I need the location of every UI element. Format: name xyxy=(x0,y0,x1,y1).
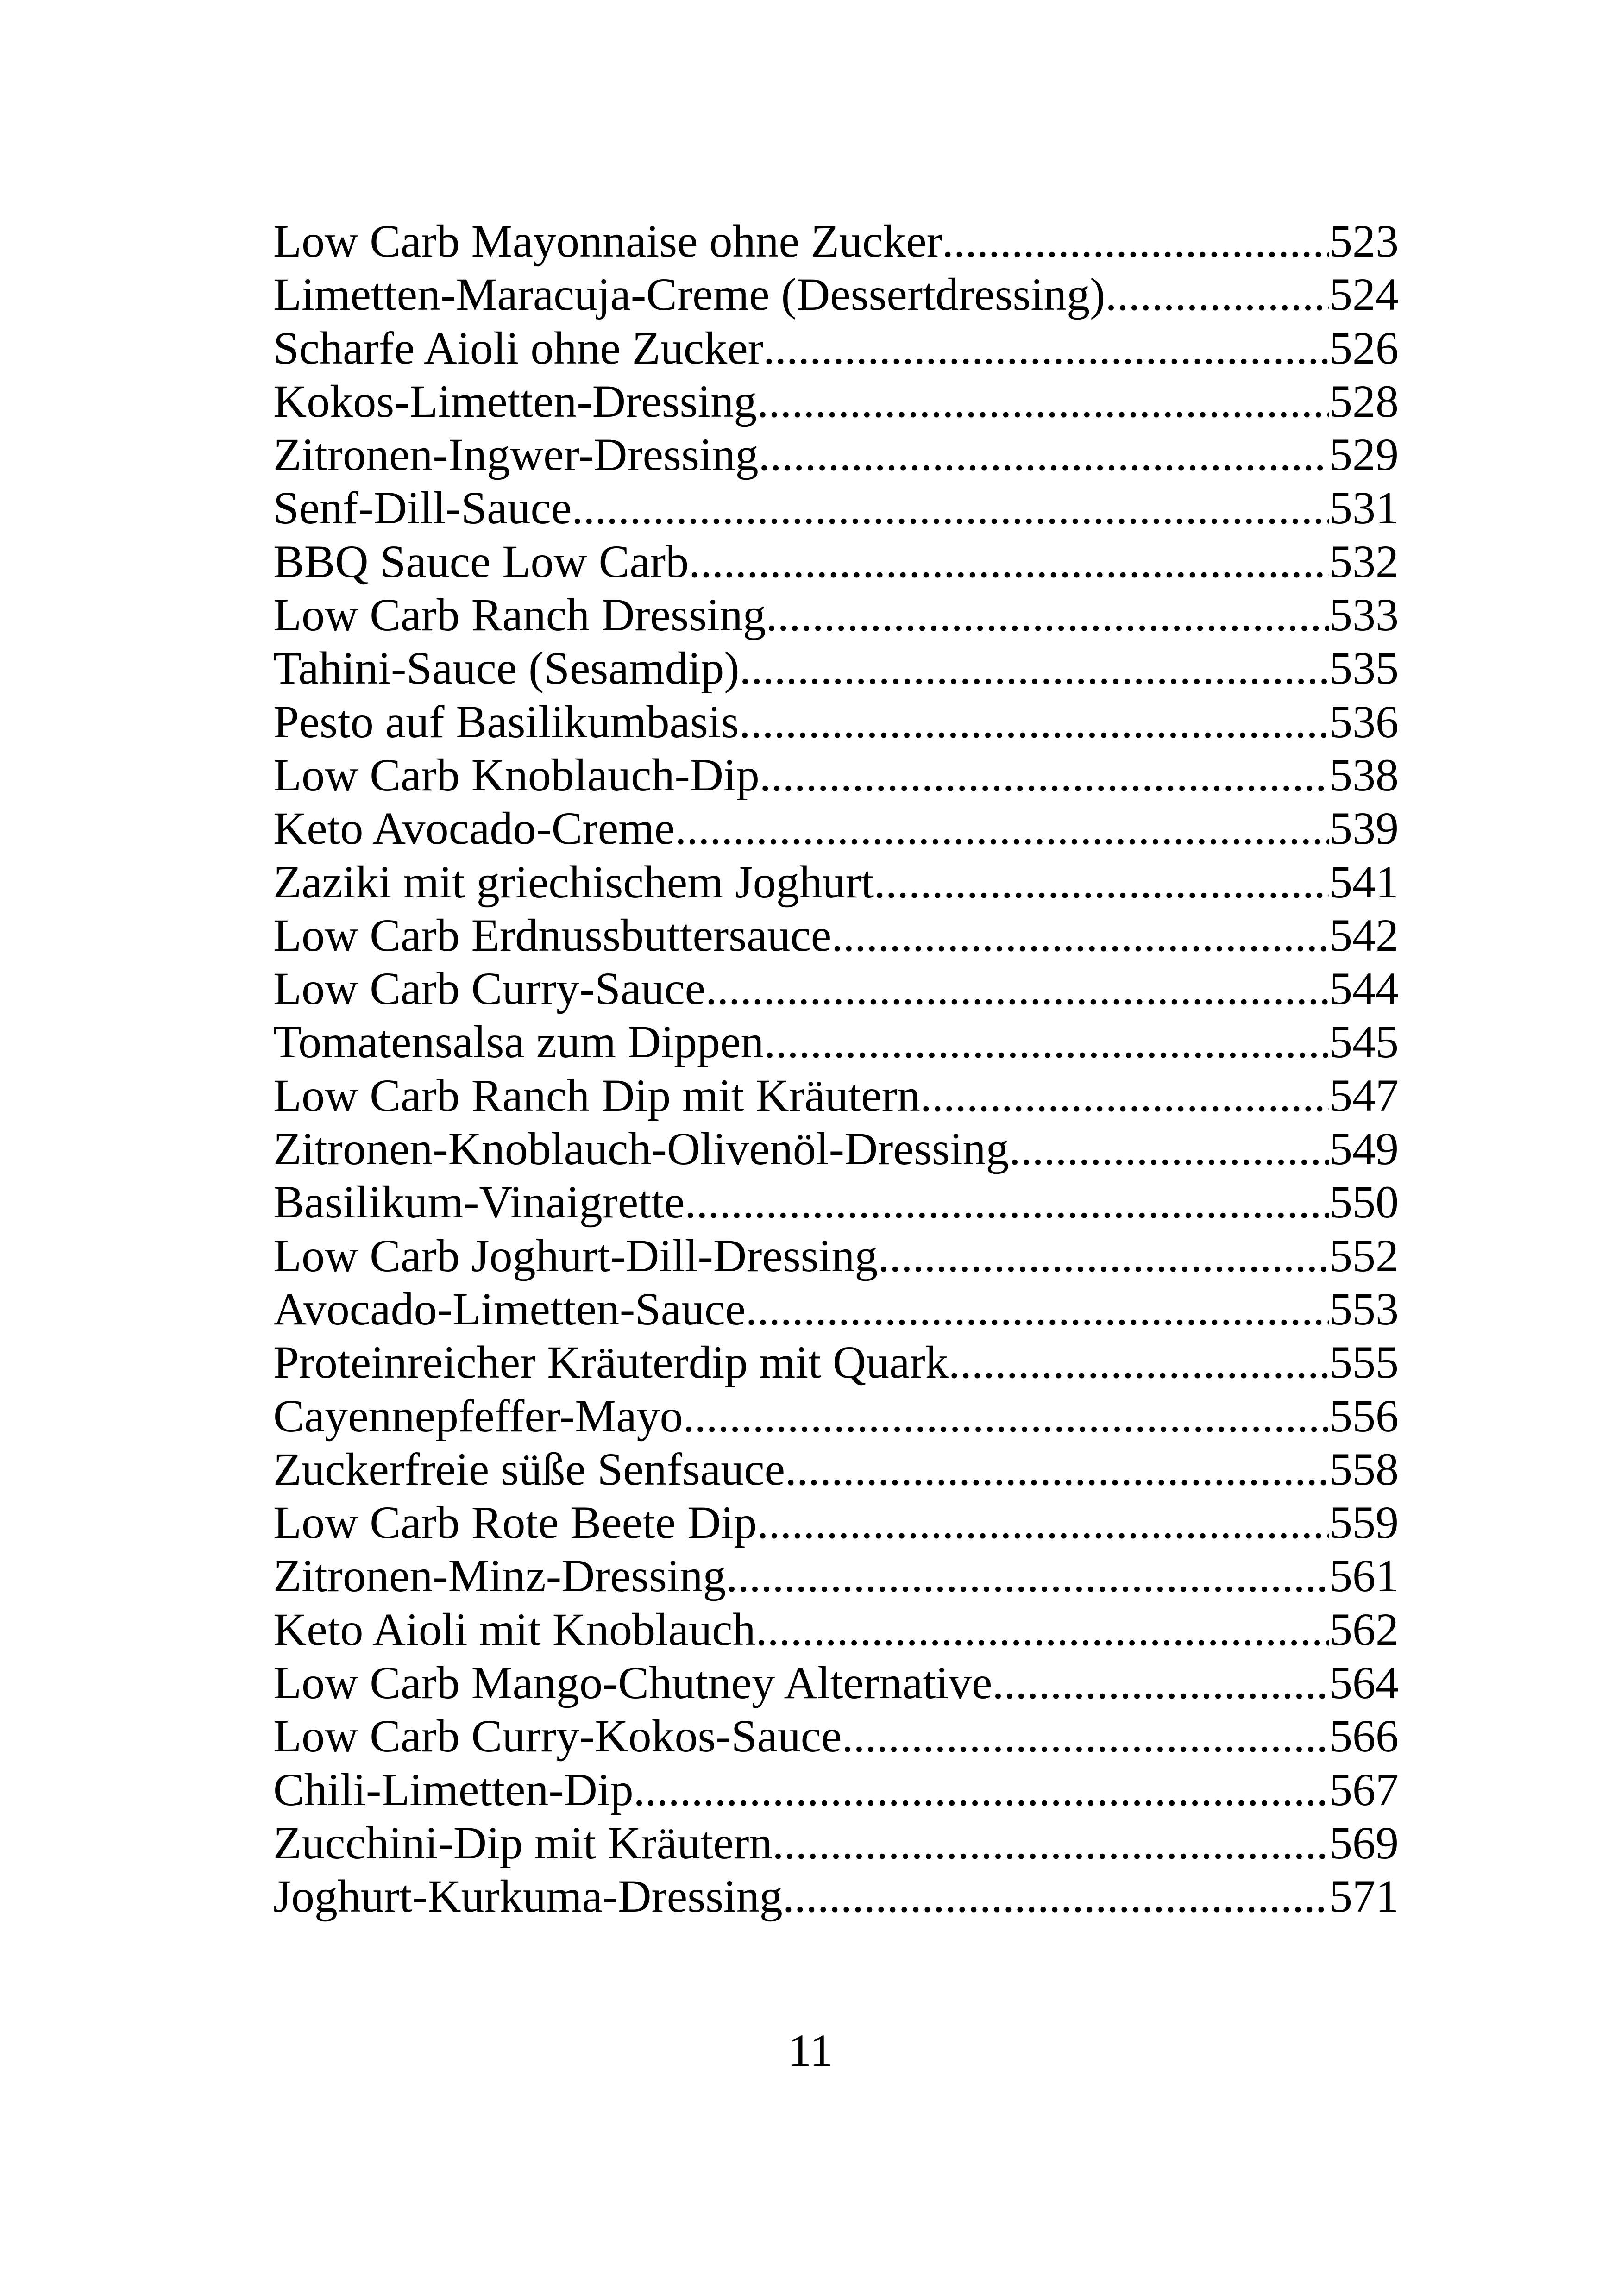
toc-leader-dots xyxy=(756,1603,1329,1656)
toc-entry-page: 549 xyxy=(1329,1123,1399,1175)
toc-entry[interactable] xyxy=(273,802,1399,855)
toc-entry[interactable] xyxy=(273,1336,1399,1389)
toc-entry-page: 535 xyxy=(1329,642,1399,694)
toc-entry[interactable] xyxy=(273,1709,1399,1763)
toc-leader-dots xyxy=(842,1709,1330,1763)
toc-entry[interactable] xyxy=(273,1229,1399,1282)
toc-entry[interactable] xyxy=(273,695,1399,748)
toc-leader-dots xyxy=(685,1175,1329,1229)
toc-entry[interactable] xyxy=(273,909,1399,962)
toc-entry[interactable] xyxy=(273,1443,1399,1496)
toc-leader-dots xyxy=(783,1869,1329,1923)
toc-leader-dots xyxy=(920,1069,1329,1122)
toc-entry-title: Proteinreicher Kräuterdip mit Quark xyxy=(273,1336,949,1388)
toc-entry-page: 526 xyxy=(1329,322,1399,374)
toc-leader-dots xyxy=(740,641,1329,695)
toc-entry-title: Low Carb Joghurt-Dill-Dressing xyxy=(273,1230,878,1281)
toc-entry-page: 567 xyxy=(1329,1763,1399,1815)
toc-leader-dots xyxy=(1009,1122,1329,1175)
toc-leader-dots xyxy=(772,1816,1329,1869)
toc-entry-page: 547 xyxy=(1329,1069,1399,1121)
toc-entry-page: 561 xyxy=(1329,1550,1399,1602)
toc-leader-dots xyxy=(675,802,1329,855)
toc-entry-page: 555 xyxy=(1329,1336,1399,1388)
toc-leader-dots xyxy=(759,428,1329,481)
toc-entry[interactable] xyxy=(273,481,1399,534)
toc-entry[interactable] xyxy=(273,588,1399,641)
toc-entry[interactable] xyxy=(273,428,1399,481)
toc-leader-dots xyxy=(942,214,1329,268)
toc-leader-dots xyxy=(634,1763,1329,1816)
toc-entry[interactable] xyxy=(273,1763,1399,1816)
toc-entry-page: 569 xyxy=(1329,1817,1399,1869)
toc-entry-title: Pesto auf Basilikumbasis xyxy=(273,696,739,747)
toc-entry-page: 564 xyxy=(1329,1657,1399,1709)
toc-leader-dots xyxy=(764,1015,1329,1068)
toc-leader-dots xyxy=(705,962,1329,1015)
toc-entry[interactable] xyxy=(273,535,1399,588)
toc-entry-page: 538 xyxy=(1329,749,1399,801)
toc-entry-title: Joghurt-Kurkuma-Dressing xyxy=(273,1870,783,1922)
toc-entry-page: 539 xyxy=(1329,803,1399,854)
toc-entry-page: 523 xyxy=(1329,215,1399,267)
toc-entry-page: 566 xyxy=(1329,1710,1399,1762)
toc-entry[interactable] xyxy=(273,962,1399,1015)
toc-entry-page: 536 xyxy=(1329,696,1399,747)
toc-leader-dots xyxy=(763,321,1329,375)
toc-leader-dots xyxy=(572,481,1329,534)
toc-entry-title: Kokos-Limetten-Dressing xyxy=(273,375,757,427)
toc-entry-title: Low Carb Knoblauch-Dip xyxy=(273,749,760,801)
toc-entry-page: 524 xyxy=(1329,269,1399,320)
toc-entry-title: Zucchini-Dip mit Kräutern xyxy=(273,1817,773,1869)
toc-entry-title: Cayennepfeffer-Mayo xyxy=(273,1390,683,1442)
toc-entry-page: 553 xyxy=(1329,1283,1399,1335)
toc-entry-title: Low Carb Rote Beete Dip xyxy=(273,1497,757,1549)
toc-entry-page: 528 xyxy=(1329,375,1399,427)
toc-entry-page: 545 xyxy=(1329,1016,1399,1068)
toc-entry-page: 541 xyxy=(1329,856,1399,908)
toc-entry[interactable] xyxy=(273,1496,1399,1549)
toc-leader-dots xyxy=(683,1389,1329,1443)
toc-entry-page: 556 xyxy=(1329,1390,1399,1442)
toc-leader-dots xyxy=(949,1336,1329,1389)
toc-leader-dots xyxy=(746,1282,1329,1336)
toc-entry[interactable] xyxy=(273,1282,1399,1336)
toc-entry-title: Limetten-Maracuja-Creme (Dessertdressing) xyxy=(273,269,1106,320)
toc-entry-title: Low Carb Mayonnaise ohne Zucker xyxy=(273,215,942,267)
toc-entry[interactable] xyxy=(273,641,1399,695)
toc-entry[interactable] xyxy=(273,1015,1399,1068)
toc-entry-page: 531 xyxy=(1329,482,1399,534)
toc-entry[interactable] xyxy=(273,1603,1399,1656)
toc-entry[interactable] xyxy=(273,1389,1399,1443)
toc-leader-dots xyxy=(766,588,1329,641)
toc-entry-page: 558 xyxy=(1329,1443,1399,1495)
toc-entry-title: Scharfe Aioli ohne Zucker xyxy=(273,322,763,374)
toc-entry[interactable] xyxy=(273,214,1399,268)
toc-leader-dots xyxy=(831,909,1329,962)
toc-entry[interactable] xyxy=(273,1549,1399,1602)
toc-leader-dots xyxy=(1105,268,1329,321)
toc-entry-page: 544 xyxy=(1329,963,1399,1015)
toc-entry[interactable] xyxy=(273,1656,1399,1709)
toc-entry-page: 571 xyxy=(1329,1870,1399,1922)
toc-entry[interactable] xyxy=(273,748,1399,802)
toc-entry[interactable] xyxy=(273,375,1399,428)
toc-entry-title: Low Carb Curry-Sauce xyxy=(273,963,706,1015)
toc-entry[interactable] xyxy=(273,1869,1399,1923)
toc-leader-dots xyxy=(760,748,1329,802)
toc-leader-dots xyxy=(757,375,1329,428)
toc-entry-title: Zitronen-Ingwer-Dressing xyxy=(273,429,759,481)
toc-entry-title: Basilikum-Vinaigrette xyxy=(273,1176,685,1228)
toc-entry-title: Keto Avocado-Creme xyxy=(273,803,675,854)
toc-entry-title: Low Carb Curry-Kokos-Sauce xyxy=(273,1710,842,1762)
toc-entry-title: Low Carb Ranch Dressing xyxy=(273,589,766,641)
toc-entry-title: Low Carb Mango-Chutney Alternative xyxy=(273,1657,993,1709)
toc-entry-page: 529 xyxy=(1329,429,1399,481)
toc-entry[interactable] xyxy=(273,268,1399,321)
toc-entry[interactable] xyxy=(273,1175,1399,1229)
toc-entry-title: Zuckerfreie süße Senfsauce xyxy=(273,1443,785,1495)
toc-entry-title: Tahini-Sauce (Sesamdip) xyxy=(273,642,740,694)
toc-entry-title: Keto Aioli mit Knoblauch xyxy=(273,1603,756,1655)
toc-leader-dots xyxy=(878,1229,1329,1282)
toc-leader-dots xyxy=(689,535,1329,588)
toc-entry-page: 552 xyxy=(1329,1230,1399,1281)
toc-entry-title: Low Carb Ranch Dip mit Kräutern xyxy=(273,1069,920,1121)
toc-entry-title: BBQ Sauce Low Carb xyxy=(273,535,689,587)
toc-entry-page: 559 xyxy=(1329,1497,1399,1549)
toc-entry-page: 562 xyxy=(1329,1603,1399,1655)
toc-entry-title: Zitronen-Knoblauch-Olivenöl-Dressing xyxy=(273,1123,1009,1175)
toc-leader-dots xyxy=(992,1656,1329,1709)
toc-entry-page: 550 xyxy=(1329,1176,1399,1228)
toc-entry-title: Low Carb Erdnussbuttersauce xyxy=(273,909,832,961)
toc-entry-title: Zitronen-Minz-Dressing xyxy=(273,1550,726,1602)
toc-leader-dots xyxy=(739,695,1329,748)
toc-entry-page: 542 xyxy=(1329,909,1399,961)
toc-entry[interactable] xyxy=(273,1069,1399,1122)
toc-entry[interactable] xyxy=(273,1816,1399,1869)
toc-entry[interactable] xyxy=(273,321,1399,375)
toc-leader-dots xyxy=(874,855,1329,909)
toc-leader-dots xyxy=(726,1549,1329,1602)
toc-leader-dots xyxy=(757,1496,1329,1549)
toc-entry-title: Senf-Dill-Sauce xyxy=(273,482,572,534)
toc-entry-page: 532 xyxy=(1329,535,1399,587)
toc-entry[interactable] xyxy=(273,1122,1399,1175)
table-of-contents xyxy=(273,214,1399,1923)
toc-leader-dots xyxy=(785,1443,1329,1496)
page-number: 11 xyxy=(788,2025,833,2076)
toc-entry-title: Zaziki mit griechischem Joghurt xyxy=(273,856,874,908)
toc-entry-page: 533 xyxy=(1329,589,1399,641)
toc-entry[interactable] xyxy=(273,855,1399,909)
toc-entry-title: Tomatensalsa zum Dippen xyxy=(273,1016,764,1068)
toc-entry-title: Avocado-Limetten-Sauce xyxy=(273,1283,746,1335)
toc-entry-title: Chili-Limetten-Dip xyxy=(273,1763,634,1815)
